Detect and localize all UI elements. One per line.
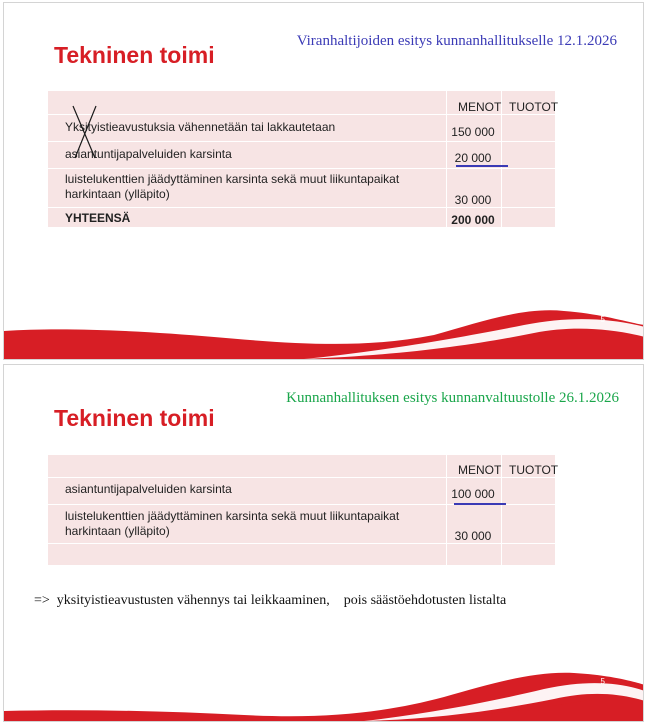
table-row-menot: 30 000 [454, 193, 492, 207]
budget-table [48, 455, 559, 565]
table-row-menot: 100 000 [451, 487, 495, 501]
handwritten-note: Kunnanhallituksen esitys kunnanvaltuustolle 26.1.2026 [286, 390, 619, 406]
underline-mark [456, 165, 508, 167]
page-number: 5 [600, 315, 605, 324]
row-divider [48, 207, 555, 208]
slide-title: Tekninen toimi [54, 405, 215, 431]
slide-2 [3, 364, 644, 722]
slide-title: Tekninen toimi [54, 42, 215, 68]
row-divider [48, 477, 555, 478]
table-row-label: Yksityistieavustuksia vähennetään tai lakkautetaan [65, 120, 336, 134]
handwritten-note: Viranhaltijoiden esitys kunnanhallitukselle 12.1.2026 [296, 33, 617, 49]
table-row-menot: 150 000 [451, 125, 495, 139]
table-row-menot: 20 000 [454, 151, 492, 165]
decorative-wave [4, 651, 644, 721]
header-menot: MENOT [458, 463, 502, 477]
table-row-label: luistelukenttien jäädyttäminen karsinta sekä muut liikuntapaikat harkintaan (ylläpito) [65, 172, 400, 201]
column-divider [446, 455, 447, 565]
table-row-menot: 30 000 [454, 529, 492, 543]
slide-1 [3, 2, 644, 360]
header-tuotot: TUOTOT [509, 100, 559, 114]
table-row-label: asiantuntijapalveluiden karsinta [65, 147, 232, 161]
footer-note: => yksityistieavustusten vähennys tai leikkaaminen, pois säästöehdotusten listalta [34, 593, 507, 608]
decorative-wave [4, 289, 644, 359]
total-label: YHTEENSÄ [65, 211, 131, 225]
table-row-label: asiantuntijapalveluiden karsinta [65, 482, 232, 496]
row-divider [48, 114, 555, 115]
table-row-label: luistelukenttien jäädyttäminen karsinta sekä muut liikuntapaikat harkintaan (ylläpito) [65, 509, 400, 538]
row-divider [48, 543, 555, 544]
header-menot: MENOT [458, 100, 502, 114]
underline-mark [454, 503, 506, 505]
row-divider [48, 141, 555, 142]
header-tuotot: TUOTOT [509, 463, 559, 477]
budget-table [48, 91, 559, 227]
row-divider [48, 168, 555, 169]
strikethrough-cross-icon [70, 103, 100, 161]
total-menot: 200 000 [451, 213, 495, 227]
page-number: 5 [600, 677, 605, 686]
